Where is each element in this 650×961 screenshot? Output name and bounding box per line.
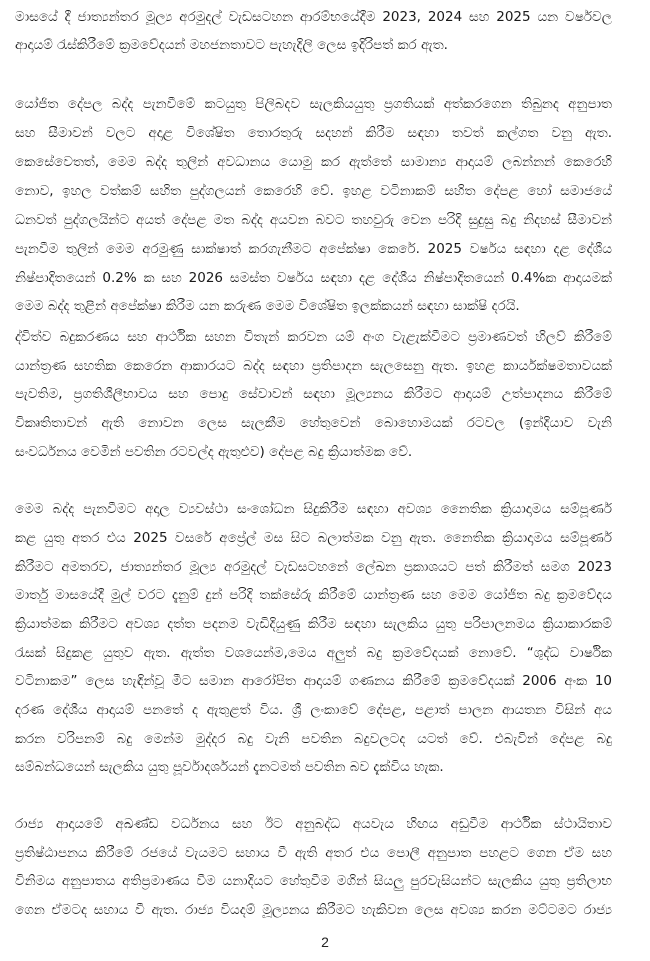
text-line: ගෙන ඒමටද සහාය වී ඇත. රාජ්‍ය වියදම් මූල්‍යනය කිරීමට හැකිවන ලෙස අවශ්‍ය කරන මට්ටමට රාජ්‍ය xyxy=(15,902,612,918)
text-line: නොව, ඉහල වත්කම් සහිත පුද්ගලයන් කෙරෙහි වේ. ඉහළ වටිනාකම් සහිත දේපළ හෝ සමාජයේ xyxy=(15,183,612,199)
text-line: ධනවත් පුද්ගලයින්ට අයත් දේපළ මත බද්ද අයවන බවට තහවුරු වෙන පරිදි සුදුසු බදු නිදහස් සීමාවන් xyxy=(15,212,612,228)
text-line: විනිමය අනුපාතය අතිප්‍රමාණය වීම යනාදියට හේතුවීම මගින් සියලු පුරවැසියන්ට සැලකිය යුතු ප්‍රතිලාභ xyxy=(15,873,612,889)
text-line: කෙසේවෙතත්, මෙම බද්ද තුලින් අවධානය යොමු කර ඇත්තේ සාමාන්‍ය ආදායම් ලබන්නන් කෙරෙහි xyxy=(15,154,612,170)
text-line: මාසයේ දී ජාත්‍යන්තර මූල්‍ය අරමුදල් වැඩසටහන ආරම්භයේදීම 2023, 2024 සහ 2025 යන වර්ෂවල xyxy=(15,9,612,25)
text-line: ද්විත්ව බදුකරණය සහ ආර්ථික සහන විතැන් කරවන යම් අංග වැළැක්වීමට ප්‍රමාණවත් හිලව් කිරීමේ xyxy=(15,329,612,345)
text-line: කිරීමට අමතරව, ජාත්‍යන්තර මූල්‍ය අරමුදල් වැඩසටහනේ ලේඛන ප්‍රකාශයට පත් කිරීමත් සමග 2023 xyxy=(15,559,612,575)
text-line: කරන වරිපනම් බදු මෙන්ම මුද්දර බදු වැනි පවතින බදුවලටද යටත් වේ. එබැවින් දේපළ බදු xyxy=(15,731,612,747)
text-line: සහ සීමාවන් වලට අදාළ විශේෂිත තොරතුරු සදහන් කිරීම සඳහා තවත් කල්ගත වනු ඇත. xyxy=(15,125,612,141)
text-line: නිෂ්පාදිතයෙන් 0.2% ක සහ 2026 සමස්ත වර්ෂය සඳහා දළ දේශීය නිෂ්පාදිතයෙන් 0.4%ක ආදායමක් xyxy=(15,270,612,286)
text-line: රාජ්‍ය ආදායමේ අඛණ්ඩ වර්ධනය සහ ඊට අනුබද්ධ අයවැය හිඟය අඩුවීම ආර්ථික ස්ථායිතාව xyxy=(15,816,612,832)
text-line: රැසක් සිදුකළ යුතුව ඇත. ඇත්ත වශයෙන්ම,මෙය අලුත් බදු ක්‍රමවේදයක් නොවේ. “ශුද්ධ වාර්ෂික xyxy=(15,645,612,661)
text-line: යෝජිත දේපල බද්ද පැනවීමේ කටයුතු පිලිබදව සැලකියයුතු ප්‍රගතියක් අත්කරගෙන තිබුනද අනුපාත xyxy=(15,96,612,112)
text-line: වටිනාකම” ලෙස හැඳින්වූ මීට සමාන ආරෝපිත ආදායම් ගණනය කිරීමේ ක්‍රමවේදයක් 2006 අංක 10 xyxy=(15,673,612,689)
text-line: මෙම බද්ද පැනවීමට අදාල ව්‍යවස්ථා සංශෝධන සිදුකිරීම සඳහා අවශ්‍ය නෛතික ක්‍රියාදාමය සම්පූර්ණ xyxy=(15,501,612,517)
text-line: මෙම බද්ද තුළින් අපේක්ෂා කිරීම යන කරුණ මෙම විශේෂිත ඉලක්කයන් සඳහා සාක්ෂි දරයි. xyxy=(15,298,520,314)
text-line: යාන්ත්‍රණ සහතික කෙරෙන ආකාරයට බද්ද සඳහා ප්‍රතිපාදන සැලසෙනු ඇත. ඉහළ කාර්යක්ෂමතාවයක් xyxy=(15,358,612,374)
text-line: මාර්තු මාසයේදී මුල් වරට දැනුම් දුන් පරිදි තක්සේරු කිරීමේ යාන්ත්‍රණ සහ මෙම යෝජිත බදු ක්‍රමවේදය xyxy=(15,587,612,603)
text-line: ක්‍රියාත්මක කිරීමට අවශ්‍ය දත්ත පදනම වැඩිදියුණු කිරීම සඳහා සැලකිය යුතු පරිපාලනමය ක්‍රියාකාරකම් xyxy=(15,616,612,632)
text-line: පැනවීම තුලින් මෙම අරමුණු සාක්ෂාත් කරගැනීමට අපේක්ෂා කෙරේ. 2025 වර්ෂය සඳහා දළ දේශීය xyxy=(15,241,612,257)
page-number: 2 xyxy=(321,934,329,950)
text-line: දරණ දේශීය ආදායම් පනතේ ද ඇතුළත් විය. ශ්‍රී ලංකාවේ දේපළ, පළාත් පාලන ආයතන විසින් අය xyxy=(15,702,612,718)
text-line: විකෘතිතාවන් ඇති නොවන ලෙස සැලකීම හේතුවෙන් බොහොමයක් රටවල (ඉන්දියාව වැනි xyxy=(15,415,612,431)
text-line: ප්‍රතිෂ්ඨාපනය කිරීමේ රජයේ වැයමට සහාය වී ඇති අතර එය පොලී අනුපාත පහළට ගෙන ඒම සහ xyxy=(15,845,612,861)
text-line: ආදායම් රැස්කිරීමේ ක්‍රමවේදයන් මහජනතාවට පැහැදිලි ලෙස ඉදිරිපත් කර ඇත. xyxy=(15,37,448,53)
text-line: පැවතිම, ප්‍රගතිශීලීභාවය සහ පොදු සේවාවන් සඳහා මූල්‍යනය කිරීමට ආදායම් උත්පාදනය කිරීමේ xyxy=(15,386,612,402)
text-line: කළ යුතු අතර එය 2025 වසරේ අප්‍රේල් මස සිට බලාත්මක වනු ඇත. නෛතික ක්‍රියාදාමය සම්පූර්ණ xyxy=(15,530,612,546)
text-line: සම්බන්ධයෙන් සැලකිය යුතු පූර්වාදර්ශයන් දැනටමත් පවතින බව දැක්විය හැක. xyxy=(15,759,444,775)
text-line: සංවර්ධනය වෙමින් පවතින රටවල්ද ඇතුළුව) දේපළ බදු ක්‍රියාත්මක වේ. xyxy=(15,444,413,460)
